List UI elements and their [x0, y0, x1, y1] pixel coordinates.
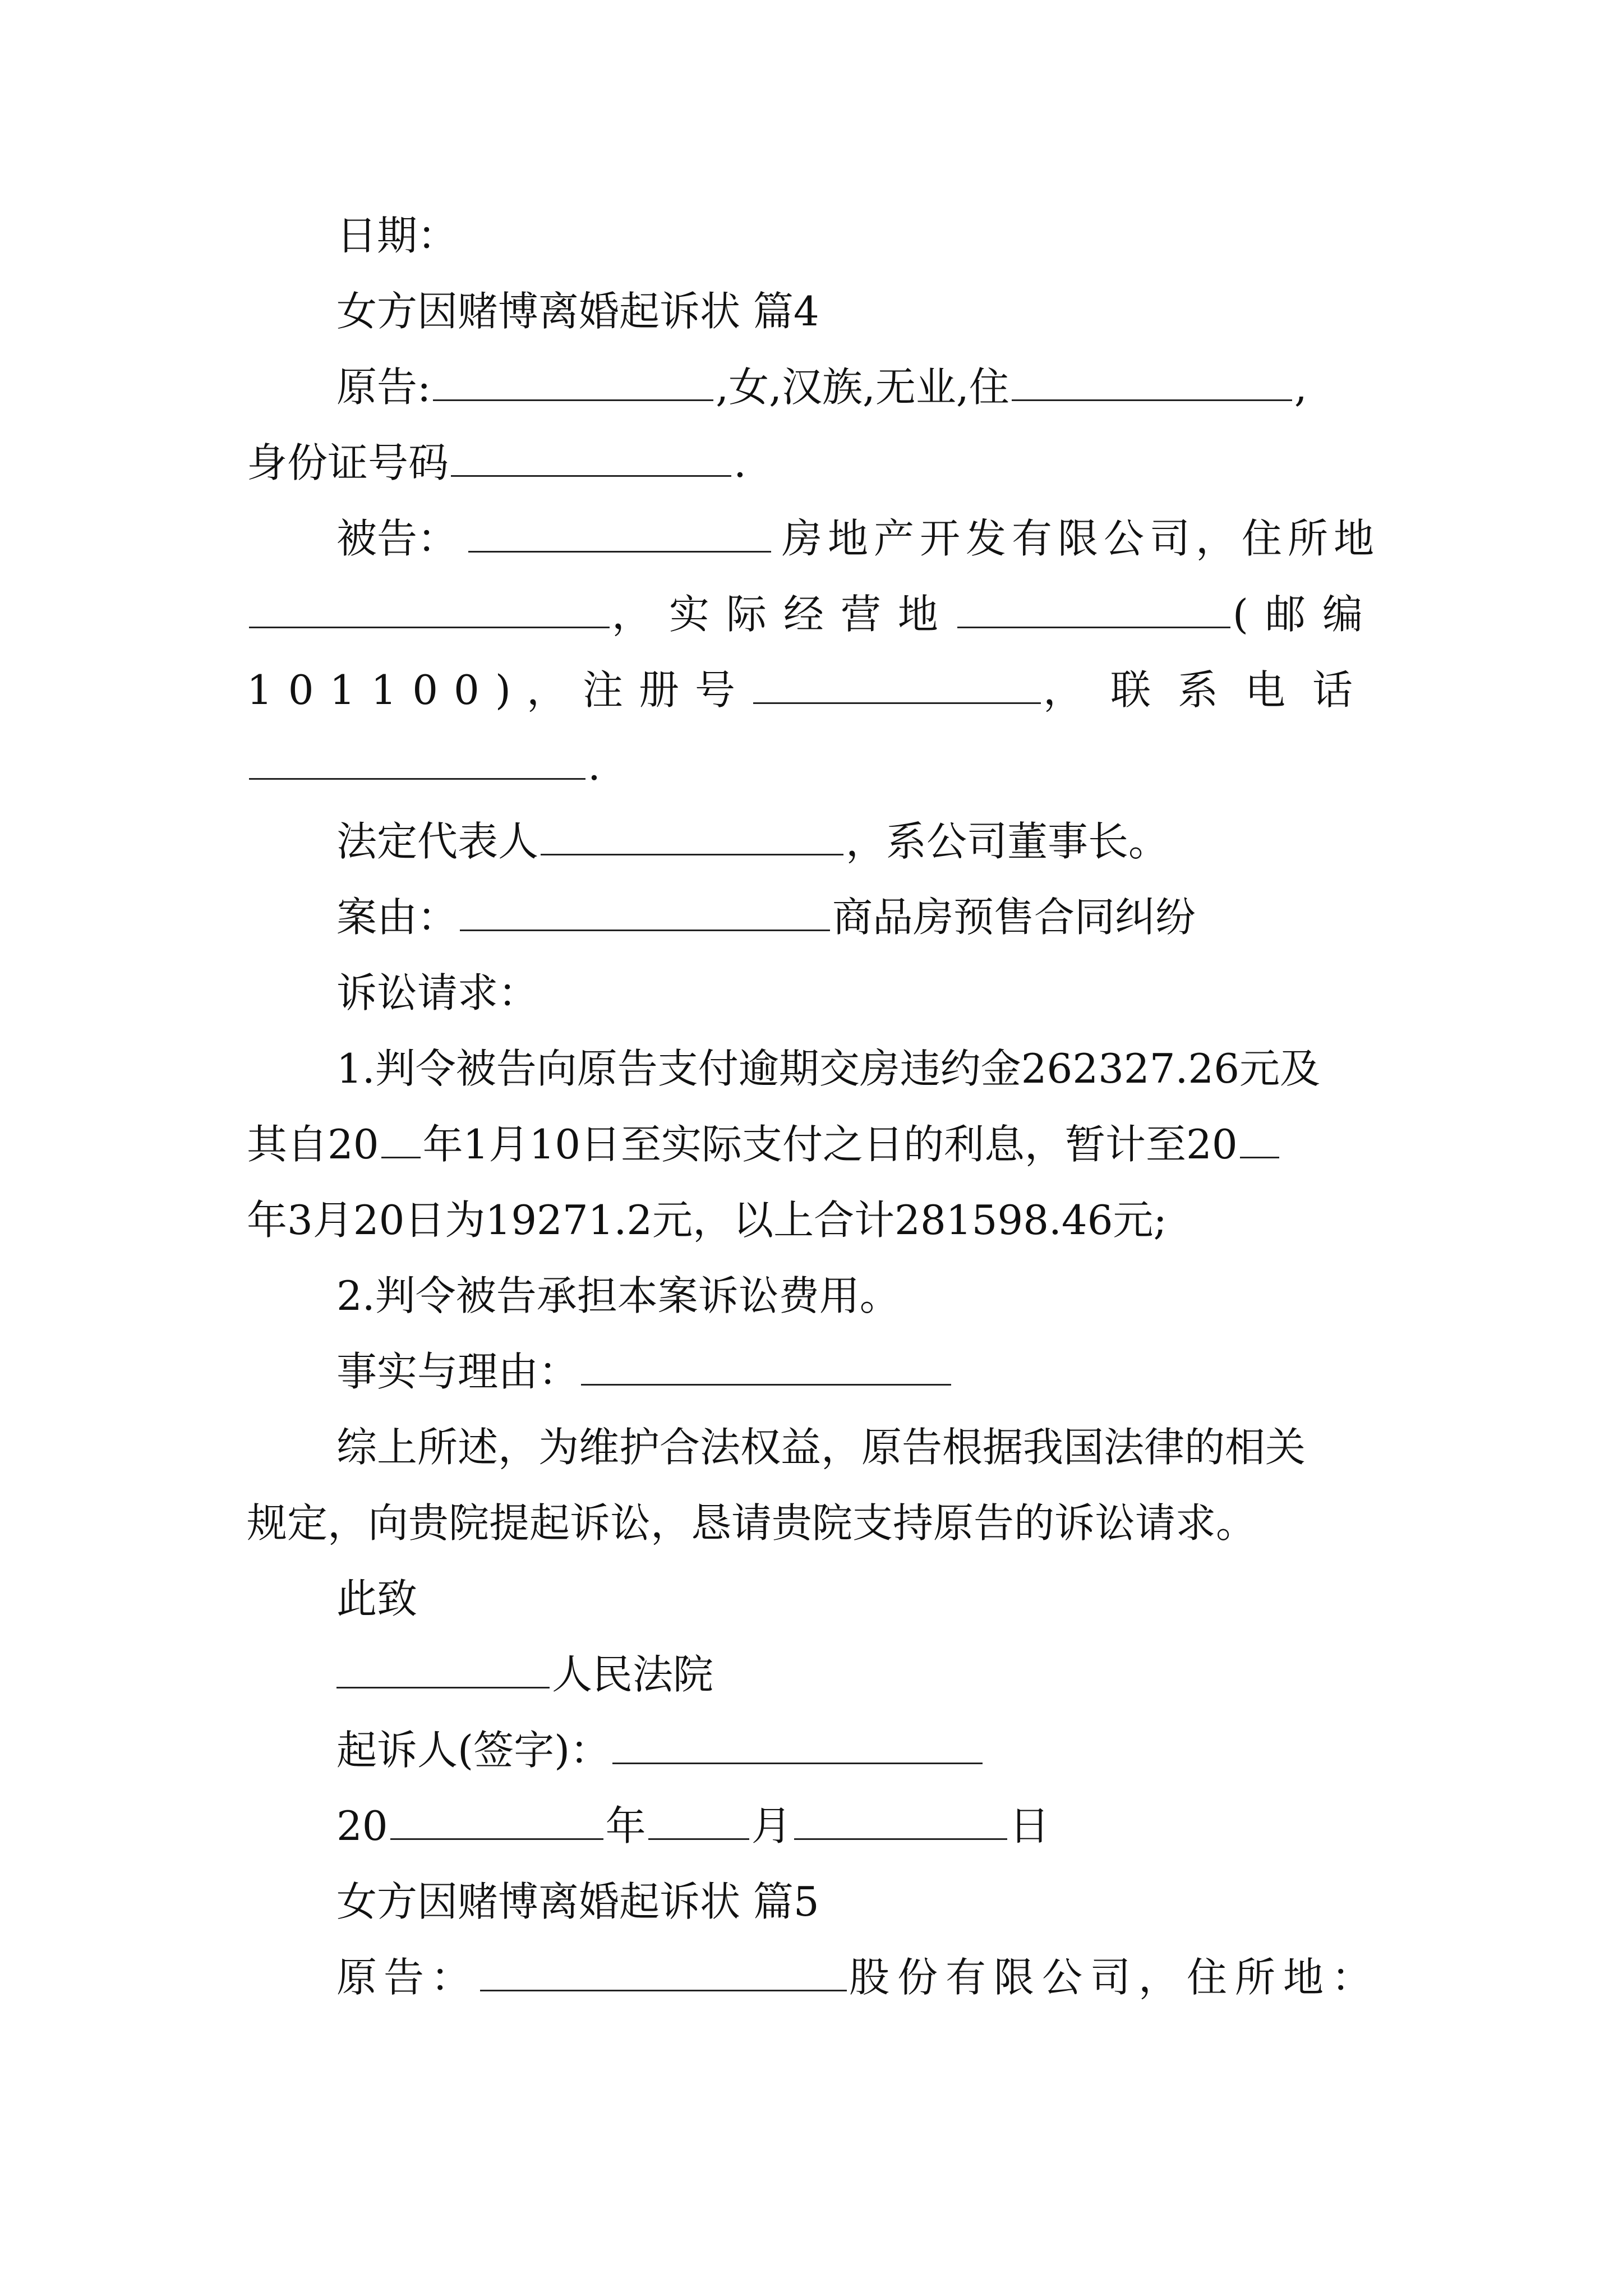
- fill-blank: [648, 1793, 749, 1840]
- fill-blank: [1240, 1112, 1279, 1158]
- registration-label: 101100)，注册号: [247, 666, 751, 714]
- fill-blank: [460, 885, 830, 931]
- phone-blank-line: [247, 732, 1380, 799]
- case-cause-line: [336, 884, 1380, 951]
- date-label: 日期：: [336, 212, 458, 259]
- defendant-line: [336, 505, 1380, 572]
- claim-2-text: 2.判令被告承担本案诉讼费用。: [336, 1272, 900, 1319]
- claim-text: 年3月20日为19271.2元，以上合计281598.46元;: [247, 1197, 1167, 1244]
- fill-blank: [451, 430, 731, 477]
- salutation-line: [336, 1565, 1380, 1632]
- plaintiff-line-5: [336, 1944, 1380, 2011]
- claim-text: 年1月10日至实际支付之日的利息，暂计至20: [422, 1121, 1238, 1168]
- section-heading-4: [336, 278, 1380, 345]
- fill-blank: [480, 1945, 847, 1991]
- summary-text: 综上所述，为维护合法权益，原告根据我国法律的相关: [336, 1424, 1306, 1471]
- legal-rep-line: [336, 808, 1380, 875]
- plaintiff-info: ,女,汉族,无业,住: [716, 364, 1009, 411]
- fill-blank: [957, 582, 1230, 628]
- punctuation: ,: [1294, 364, 1307, 411]
- claims-label: 诉讼请求：: [336, 969, 539, 1016]
- business-address-line: [247, 581, 1380, 648]
- postcode-label: (邮编: [1232, 591, 1380, 638]
- plaintiff-label: 原告：: [336, 1954, 478, 2001]
- facts-label: 事实与理由：: [336, 1348, 579, 1395]
- date-line: [336, 202, 1380, 269]
- fill-blank: [381, 1112, 421, 1158]
- fill-blank: [581, 1339, 951, 1386]
- court-label: 人民法院: [552, 1651, 714, 1698]
- legal-rep-label: 法定代表人: [336, 818, 539, 865]
- fill-blank: [541, 809, 843, 855]
- month-label: 月: [751, 1802, 792, 1849]
- business-address-label: ，实际经营地: [611, 591, 955, 638]
- court-line: [336, 1641, 1380, 1708]
- fill-blank: [794, 1793, 1007, 1840]
- plaintiff-line: [336, 353, 1380, 421]
- signing-date-line: [336, 1792, 1380, 1860]
- claim-1-text: 1.判令被告向原告支付逾期交房违约金262327.26元及: [336, 1045, 1321, 1092]
- plaintiff-company-info: 股份有限公司，住所地：: [849, 1954, 1380, 2001]
- fill-blank: [249, 733, 585, 780]
- year-prefix: 20: [336, 1802, 388, 1849]
- case-cause-text: 商品房预售合同纠纷: [832, 894, 1196, 941]
- year-label: 年: [605, 1802, 646, 1849]
- plaintiff-label: 原告:: [336, 364, 431, 411]
- summary-line-1: [336, 1414, 1380, 1481]
- id-number-label: 身份证号码: [247, 439, 449, 486]
- claim-text: 其自20: [247, 1121, 379, 1168]
- fill-blank: [390, 1793, 603, 1840]
- claim-2-line: [336, 1262, 1380, 1329]
- claims-heading: [336, 959, 1380, 1027]
- section-heading-5: [336, 1868, 1380, 1935]
- section-title: 女方因赌博离婚起诉状 篇4: [336, 288, 819, 335]
- salutation-text: 此致: [336, 1575, 418, 1622]
- summary-line-2: [247, 1489, 1380, 1557]
- claim-1-line-1: [336, 1035, 1380, 1102]
- phone-label: ，联系电话: [1043, 666, 1380, 714]
- id-number-line: [247, 429, 1380, 496]
- defendant-info: 房地产开发有限公司，住所地: [781, 515, 1380, 562]
- fill-blank: [1012, 355, 1292, 401]
- defendant-label: 被告：: [336, 515, 458, 562]
- fill-blank: [468, 506, 771, 553]
- claim-1-line-3: [247, 1186, 1380, 1254]
- fill-blank: [249, 582, 610, 628]
- summary-text: 规定，向贵院提起诉讼，恳请贵院支持原告的诉讼请求。: [247, 1499, 1257, 1547]
- fill-blank: [612, 1718, 983, 1764]
- registration-line: [247, 656, 1380, 724]
- day-label: 日: [1009, 1802, 1050, 1849]
- punctuation: .: [734, 439, 746, 486]
- legal-rep-info: ，系公司董事长。: [846, 818, 1169, 865]
- fill-blank: [336, 1642, 550, 1688]
- punctuation: .: [588, 742, 601, 789]
- signature-label: 起诉人(签字)：: [336, 1727, 611, 1774]
- section-title: 女方因赌博离婚起诉状 篇5: [336, 1878, 819, 1925]
- fill-blank: [753, 657, 1041, 704]
- case-cause-label: 案由：: [336, 894, 458, 941]
- facts-line: [336, 1338, 1380, 1405]
- signature-line: [336, 1717, 1380, 1784]
- claim-1-line-2: [247, 1111, 1380, 1178]
- fill-blank: [433, 355, 713, 401]
